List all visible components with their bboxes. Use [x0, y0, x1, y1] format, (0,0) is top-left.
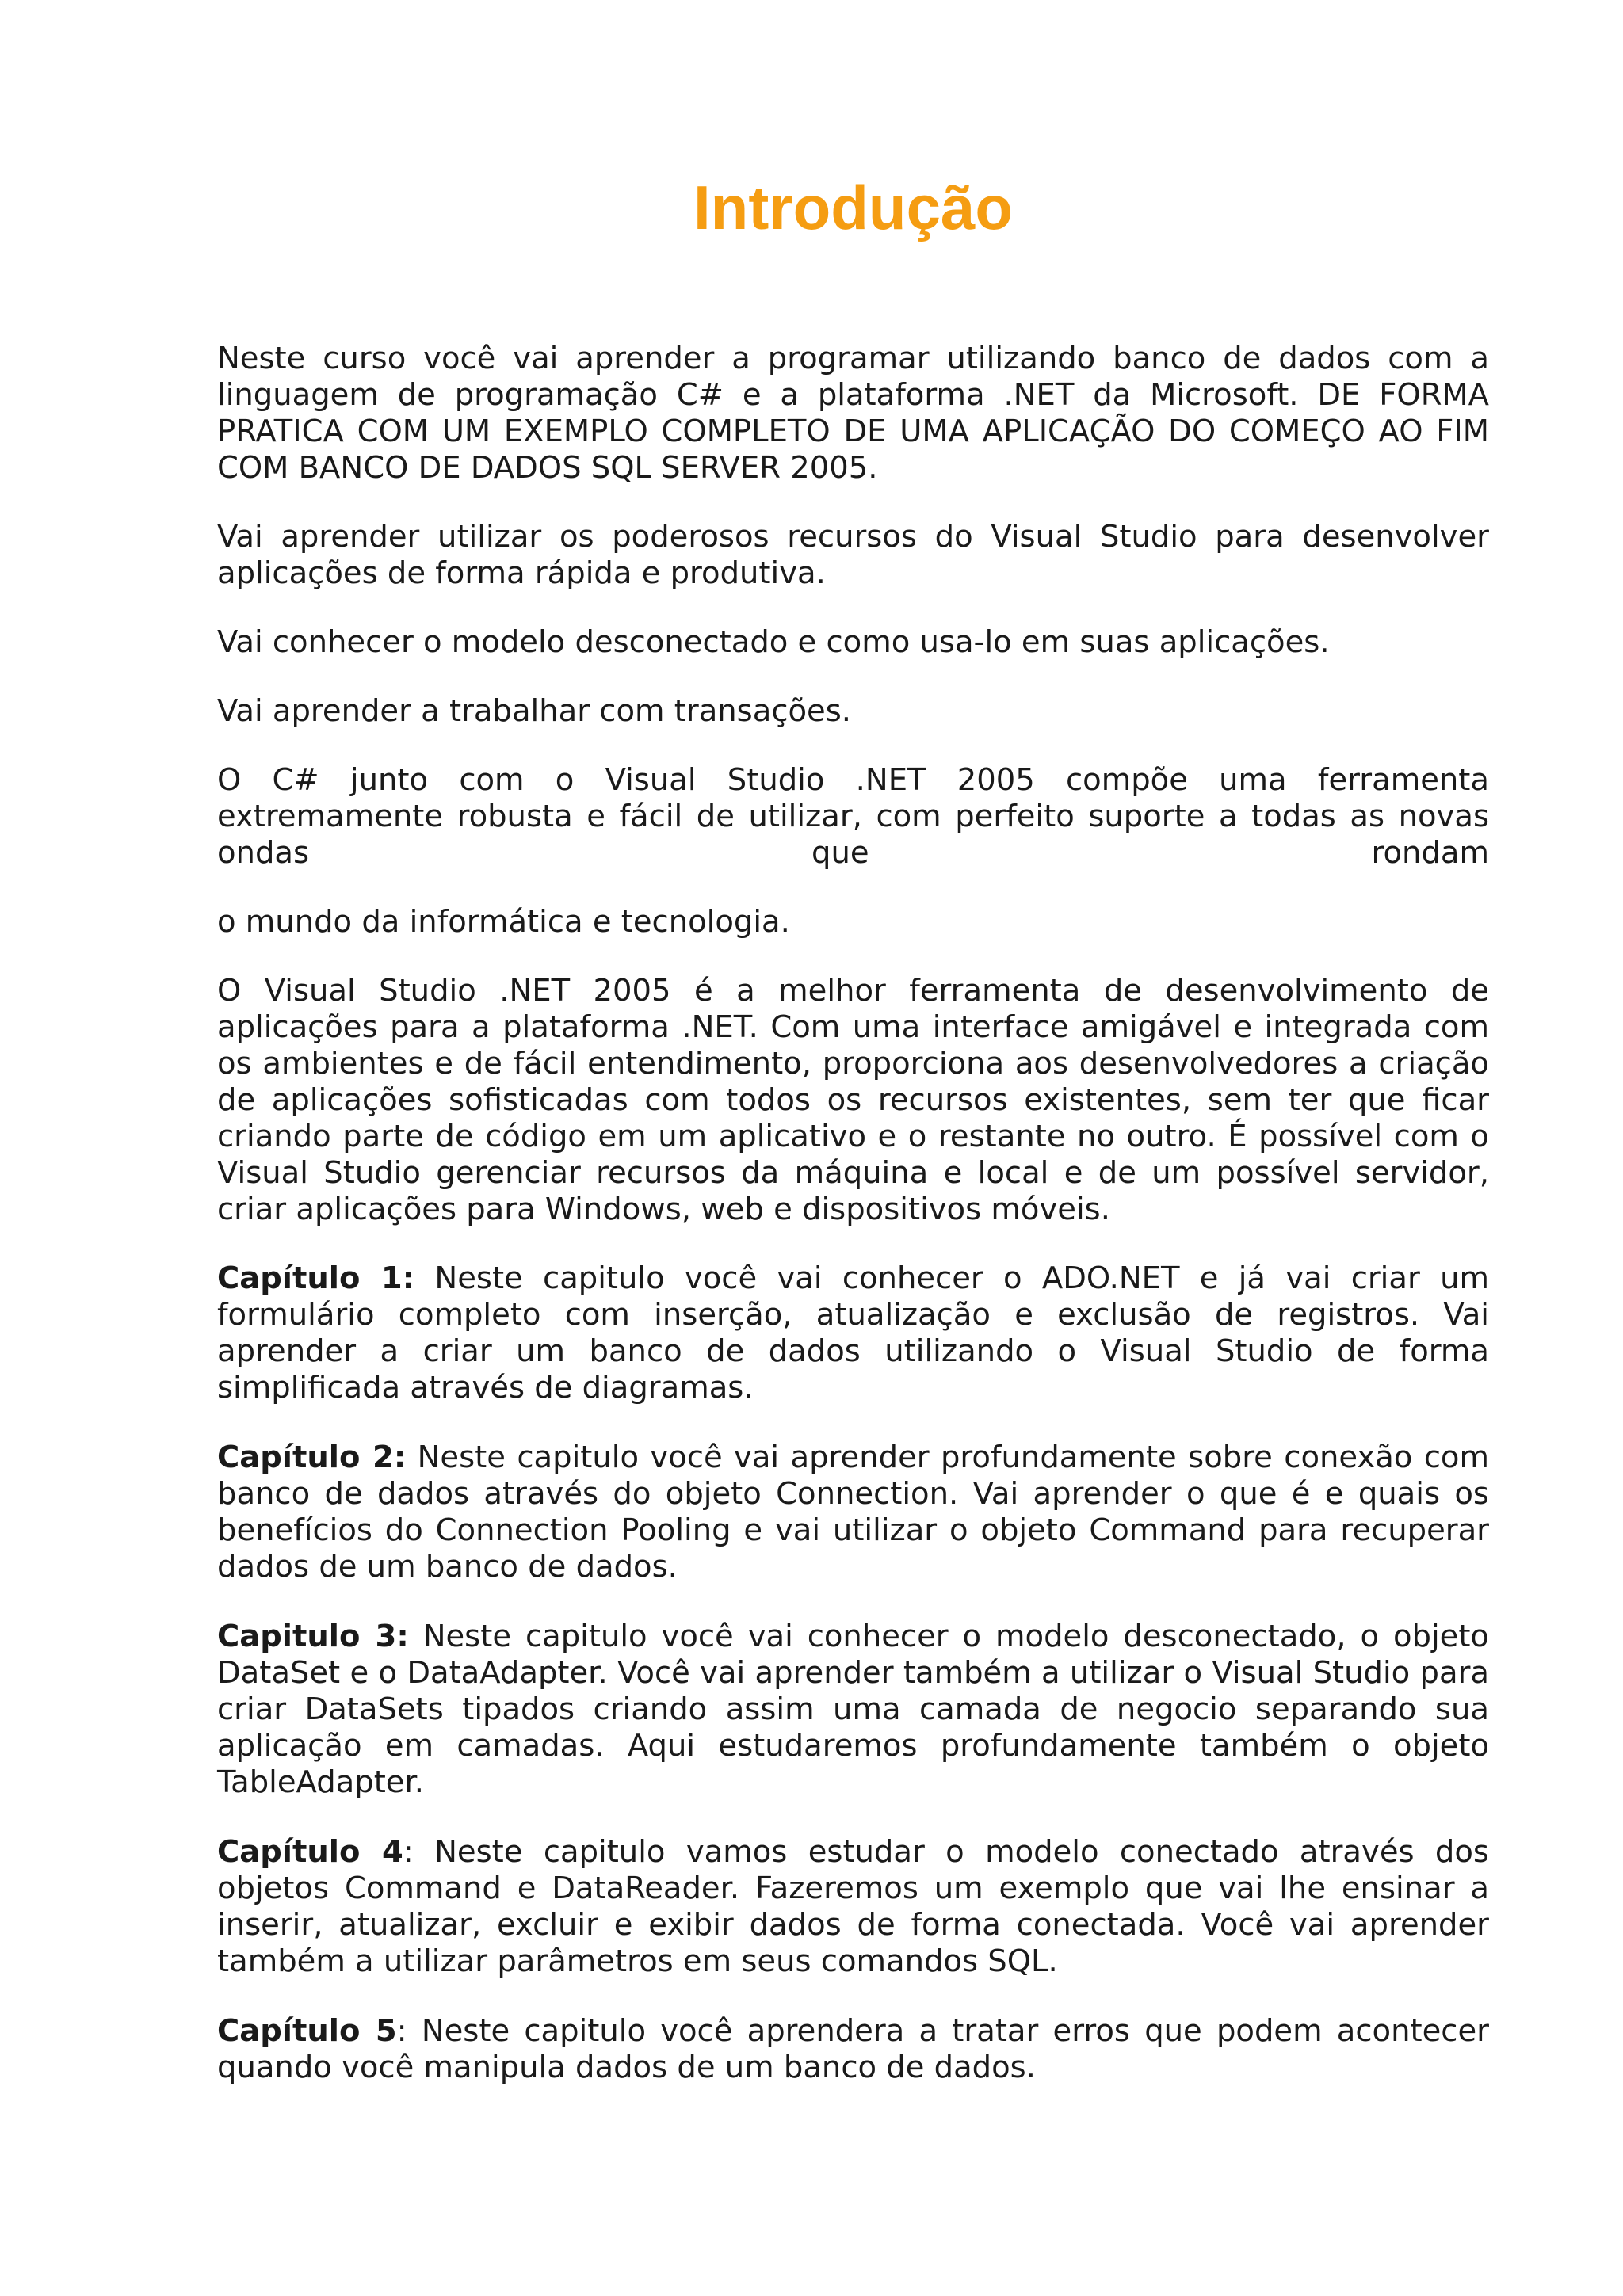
chapter-2-paragraph: [217, 1440, 1489, 1585]
paragraph-intro: Neste curso você vai aprender a programar utilizando banco de dados com a linguagem de programação C# e a plataforma .NET da Microsoft. DE FORMA PRATICA COM UM EXEMPLO COMPLETO DE UMA APLICAÇÃO DO COMEÇO AO FIM COM BANCO DE DADOS SQL SERVER 2005.: [217, 341, 1489, 486]
chapter-5-text: : Neste capitulo você aprendera a tratar erros que podem acontecer quando você manipula dados de um banco de dados.: [217, 2013, 1489, 2085]
document-body: [217, 341, 1489, 2119]
chapter-3-text: Neste capitulo você vai conhecer o modelo desconectado, o objeto DataSet e o DataAdapter. Você vai aprender também a utilizar o Visual Studio para criar DataSets tipados criando assim uma camada de negocio separando sua aplicação em camadas. Aqui estudaremos profundamente também o objeto TableAdapter.: [217, 1619, 1489, 1800]
chapter-1-label: Capítulo 1:: [217, 1261, 415, 1296]
chapter-5-label: Capítulo 5: [217, 2013, 397, 2049]
chapter-3-label: Capitulo 3:: [217, 1619, 409, 1654]
page-title: Introdução: [693, 173, 1013, 242]
paragraph-csharp-tool: O C# junto com o Visual Studio .NET 2005 compõe uma ferramenta extremamente robusta e fácil de utilizar, com perfeito suporte a todas as novas ondas que rondam: [217, 762, 1489, 871]
chapter-5-paragraph: [217, 2013, 1489, 2086]
chapter-4-paragraph: [217, 1834, 1489, 1980]
paragraph-disconnected-model: Vai conhecer o modelo desconectado e como usa-lo em suas aplicações.: [217, 624, 1330, 660]
paragraph-transactions: Vai aprender a trabalhar com transações.: [217, 693, 852, 729]
chapter-2-text: Neste capitulo você vai aprender profundamente sobre conexão com banco de dados através do objeto Connection. Vai aprender o que é e quais os benefícios do Connection Pooling e vai utilizar o objeto Command para recuperar dados de um banco de dados.: [217, 1440, 1489, 1585]
paragraph-visual-studio-2005: O Visual Studio .NET 2005 é a melhor ferramenta de desenvolvimento de aplicações para a plataforma .NET. Com uma interface amigável e integrada com os ambientes e de fácil entendimento, proporciona aos desenvolvedores a criação de aplicações sofisticadas com todos os recursos existentes, sem ter que ficar criando parte de código em um aplicativo e o restante no outro. É possível com o Visual Studio gerenciar recursos da máquina e local e de um possível servidor, criar aplicações para Windows, web e dispositivos móveis.: [217, 973, 1489, 1227]
chapter-4-text: : Neste capitulo vamos estudar o modelo conectado através dos objetos Command e DataReader. Fazeremos um exemplo que vai lhe ensinar a inserir, atualizar, excluir e exibir dados de forma conectada. Você vai aprender também a utilizar parâmetros em seus comandos SQL.: [217, 1834, 1489, 1979]
chapter-2-label: Capítulo 2:: [217, 1440, 407, 1475]
chapter-4-label: Capítulo 4: [217, 1834, 403, 1870]
paragraph-csharp-tool-continued: o mundo da informática e tecnologia.: [217, 904, 790, 940]
paragraph-visual-studio-resources: Vai aprender utilizar os poderosos recursos do Visual Studio para desenvolver aplicações de forma rápida e produtiva.: [217, 519, 1489, 591]
chapter-1-text: Neste capitulo você vai conhecer o ADO.NET e já vai criar um formulário completo com inserção, atualização e exclusão de registros. Vai aprender a criar um banco de dados utilizando o Visual Studio de forma simplificada através de diagramas.: [217, 1261, 1490, 1405]
chapter-1-paragraph: [217, 1261, 1489, 1406]
chapter-3-paragraph: [217, 1619, 1489, 1801]
